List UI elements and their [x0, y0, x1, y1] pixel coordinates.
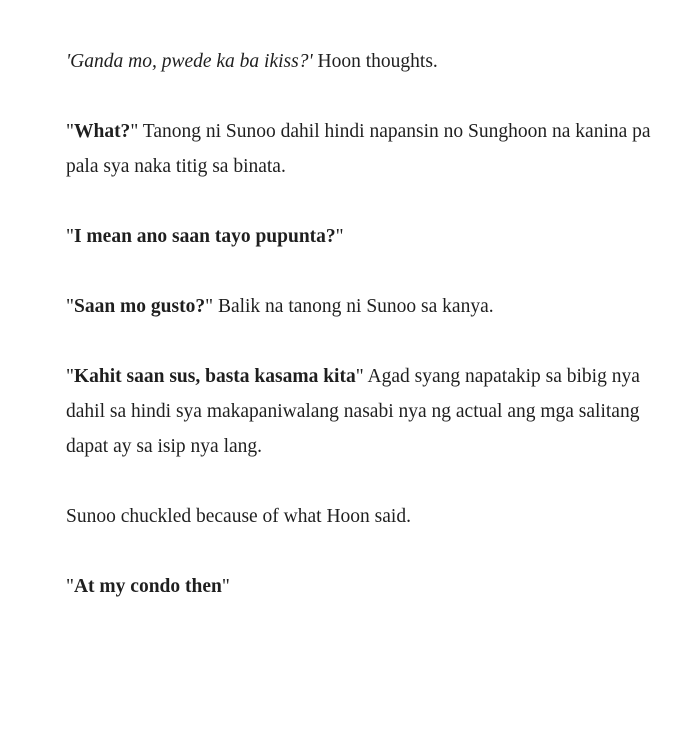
quote-open: "	[66, 576, 74, 597]
dialogue-text: I mean ano saan tayo pupunta?	[73, 226, 336, 247]
quote-close: "	[335, 226, 344, 247]
quote-close: "	[221, 576, 230, 597]
quote-open: "	[66, 296, 74, 317]
paragraph-7	[66, 569, 656, 604]
dialogue-text: At my condo then	[73, 576, 222, 597]
narration-text: Sunoo chuckled because of what Hoon said.	[66, 506, 411, 527]
inner-thought-text: 'Ganda mo, pwede ka ba ikiss?'	[66, 51, 313, 72]
quote-open: "	[66, 226, 74, 247]
paragraph-2	[66, 114, 656, 184]
paragraph-6	[66, 499, 656, 534]
narration-text: Agad syang napatakip sa bibig nya dahil sa hindi sya makapaniwalang nasabi nya ng actual ang mga salitang dapat ay sa isip nya lang.	[66, 366, 640, 457]
quote-open: "	[66, 366, 74, 387]
narration-text: Hoon thoughts.	[312, 51, 438, 72]
paragraph-3	[66, 219, 656, 254]
story-text	[66, 44, 656, 639]
paragraph-1	[66, 44, 656, 79]
quote-close: "	[355, 366, 364, 387]
narration-text: Balik na tanong ni Sunoo sa kanya.	[213, 296, 494, 317]
dialogue-text: Kahit saan sus, basta kasama kita	[73, 366, 356, 387]
paragraph-4	[66, 289, 656, 324]
dialogue-text: Saan mo gusto?	[73, 296, 206, 317]
quote-close: "	[205, 296, 214, 317]
quote-close: "	[130, 121, 139, 142]
dialogue-text: What?	[73, 121, 131, 142]
narration-text: Tanong ni Sunoo dahil hindi napansin no Sunghoon na kanina pa pala sya naka titig sa binata.	[66, 121, 651, 177]
paragraph-5	[66, 359, 656, 464]
quote-open: "	[66, 121, 74, 142]
